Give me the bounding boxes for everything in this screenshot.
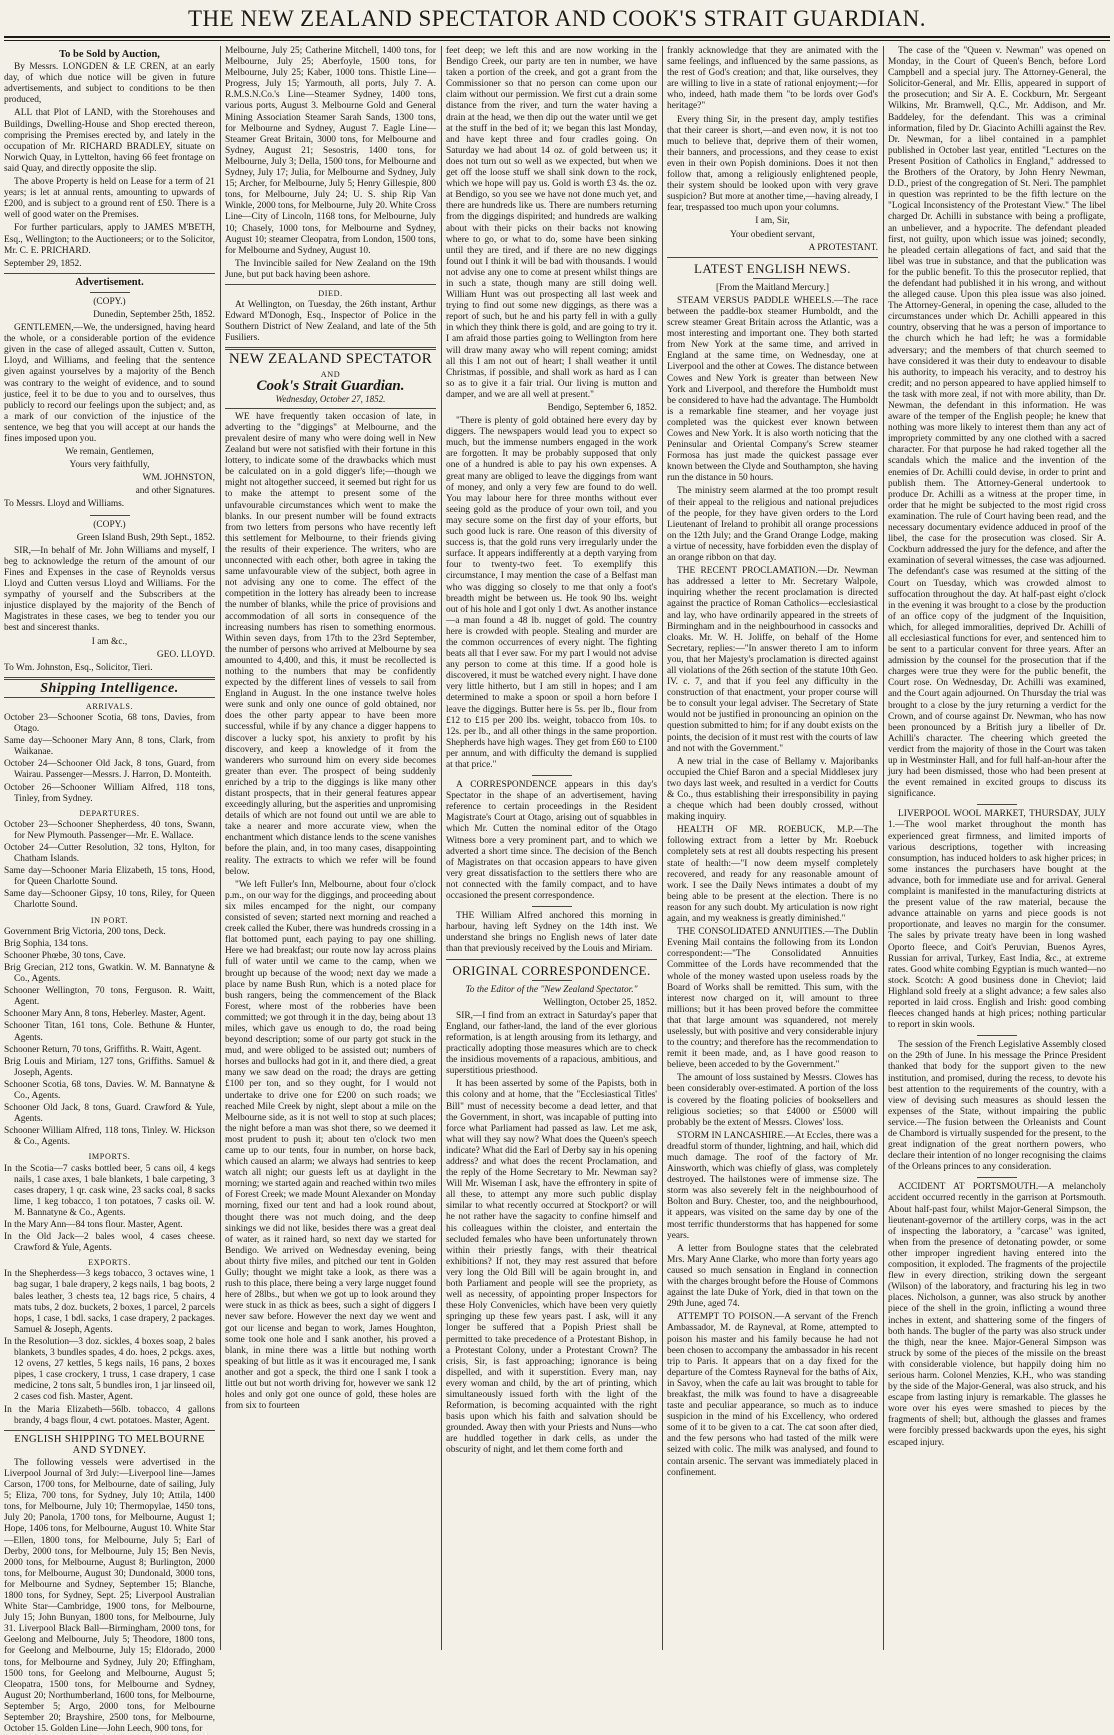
letter-extract-continued: feet deep; we left this and are now working in the Bendigo Creek, our party are ten in number, we have taken a portion of the creek, and got a grant from the Commissioner so that no person can come upon our claim without our permission. We first cut a drain some distance from the river, and turn the water having a drain at the head, we then dip out the water until we get at the stuff in the bed of it; we began this last Monday, and have kept three and four cradles going. On Saturday we had about 14 oz. of gold between us; it does not turn out so well as we expected, but when we get off the loose stuff we shall sink down to the rock, which we hope will pay us. Gold is worth £3 4s. the oz. at Bendigo, so you see we have not done much yet, and there are hundreds like us. There are numbers returning from the diggings dispirited; and hundreds are walking about with their picks on their backs not knowing where to go, or what to do, some have been sinking until they are tired, and if there are no new diggings found out I think it will be bad with thousands. I would not advise any one to come at present whilst things are in such a state, though many are still doing well. William Hunt was out prospecting all last week and trying to find out some new diggings, as there was a report of such, but he and his party fell in with a gully in which they think there is gold, and are going to try it. I am afraid those parties going to Wellington from here will draw many away who will repent coming; amidst all this I am not out of heart; I shall weather it until Christmas, if possible, and shall work as hard as I can so as to give it a fair trial. Our living is mutton and damper, and we are all well at present." — [446, 46, 657, 400]
masthead: THE NEW ZEALAND SPECTATOR AND COOK'S STRAIT GUARDIAN. — [188, 6, 926, 31]
letter-close-2: Yours very faithfully, — [69, 460, 150, 471]
in-port-entry: Schooner Wellington, 70 tons, Ferguson. R. Waitt, Agent. — [4, 986, 215, 1008]
correspondence-note: A CORRESPONDENCE appears in this day's Spectator in the shape of an advertisement, having reference to certain proceedings in the Resident Magistrate's Court at Otago, arising out of squabbles in which Mr. Cutten the nominal editor of the Otago Witness bore a very prominent part, and to which we adverted a short time since. The decision of the Bench of Magistrates on that occasion appears to have given very great dissatisfaction to the settlers there who are not connected with the family compact, and to have occasioned the present correspondence. — [446, 780, 657, 902]
departure-entry: October 24—Cutter Resolution, 32 tons, Hylton, for Chatham Islands. — [4, 843, 215, 865]
correspondence-addressee: To the Editor of the "New Zealand Spectator." — [465, 984, 638, 995]
news-source: [From the Maitland Mercury.] — [716, 282, 829, 293]
column-rule — [220, 46, 221, 1650]
divider — [4, 677, 215, 680]
masthead-rule — [4, 36, 1110, 38]
letter-signature-2: and other Signatures. — [135, 486, 215, 497]
arrival-entry: October 23—Schooner Scotia, 68 tons, Davies, from Otago. — [4, 712, 215, 735]
in-port-entry: Schooner Phœbe, 30 tons, Cave. — [4, 950, 126, 961]
divider — [4, 697, 215, 698]
letter-date: Dunedin, September 25th, 1852. — [93, 309, 215, 320]
news-annuities: THE CONSOLIDATED ANNUITIES.—The Dublin Evening Mail contains the following from its London correspondent:—"The Consolidated Annuities Committee of the Lords have recommended that the whole of the money wasted upon useless roads by the Board of Works shall be remitted. This sum, with the interest now charged on it, will amount to three millions; but it has been proved before the committee that that large amount was squandered, not merely uselessly, but with positive and very considerable injury to the country; and therefore has the recommendation to remit it been made, and, as I have good reason to believe, been acceded to by the Government." — [667, 927, 878, 1071]
letter-date: Bendigo, September 6, 1852. — [547, 403, 657, 413]
news-storm: STORM IN LANCASHIRE.—At Eccles, there was a dreadful storm of thunder, lightning, and hail, which did much damage. The roof of the factory of Mr. Ainsworth, which was chiefly of glass, was completely destroyed. The hailstones were of immense size. The storm was also severely felt in the neighbourhood of Bolton and Bury. Chester, too, and the neighbourhood, it appears, was visited on the same day by one of the most terrific thunderstorms that has happened for some years. — [667, 1130, 878, 1241]
divider — [4, 1430, 215, 1431]
in-port-entry: Brig Sophia, 134 tons. — [4, 938, 89, 949]
news-wool-market: LIVERPOOL WOOL MARKET, THURSDAY, JULY 1.—The wool market throughout the month has experienced great firmness, and limited imports of various descriptions, together with increasing consumption, has induced holders to ask higher prices; in some instances the purchasers have bought at the advance, both for immediate use and for arrival. General complaint is manifested in the manufacturing districts at the present value of the raw material, because the advance attainable on yarns and piece goods is not proportionate, and leaves no margin for the consumer. The sales by private treaty have been in long washed Oporto fleece, and Coit's Peruvian, Buenos Ayres, Russian for arrival, Turkey, East India, &c., at extreme rates. Good white combing Egyptian is much wanted—no stock. Scotch: A good business done in Cheviot; laid Highland sold freely at a slight advance; a few sales also reported in laid cross. English and Irish: good combing fleeces changed hands at high prices; nothing particular to report in skin wools. — [888, 809, 1106, 1031]
news-portsmouth-accident: ACCIDENT AT PORTSMOUTH.—A melancholy accident occurred recently in the garrison at Portsmouth. About half-past four, whilst Major-General Simpson, the lieutenant-governor of the artillery corps, was in the act of inspecting the laboratory, a "carcase" was ignited, when from the presence of detonating powder, or some other improper ingredient having entered into the composition, it exploded. The fragments of the projectile flew in every direction, striking down the sergeant (Wilson) of the laboratory, and fracturing his leg in two places. Nicholson, a gunner, was also struck by another piece of the shell in the groin, inflicting a wound three inches in extent, and shattering some of the fingers of both hands. The bugler of the party was also struck under the thigh, near the knee. Major-General Simpson was struck by some of the pieces of the missile on the breast with considerable violence, but happily doing him no serious harm. Colonel Menzies, K.H., who was standing by the side of the Major-General, was also struck, and his escape from lasting injury is remarkable. The glasses he wore over his eyes were smashed to pieces by the fragments of shell; but, although the glasses and frames were forcibly pressed backwards upon the eyes, his sight escaped injury. — [888, 1182, 1106, 1448]
divider — [977, 1177, 1017, 1178]
column-3 — [446, 46, 657, 1650]
divider — [753, 278, 793, 279]
signoff-3: A PROTESTANT. — [808, 242, 878, 253]
masthead-rule-thin — [4, 40, 1110, 41]
in-port-entry: Schooner Old Jack, 8 tons, Guard. Crawford & Yule, Agents. — [4, 1103, 215, 1125]
columns — [4, 46, 1110, 1735]
divider — [90, 515, 130, 516]
correspondence-body: SIR,—I find from an extract in Saturday's paper that England, our father-land, the land of the ever glorious reformation, is at length arousing from its lethargy, and practically adopting those measures which are to check the insidious movements of a rapacious, ambitious, and superstitious priesthood. — [446, 1010, 657, 1077]
divider — [4, 273, 215, 274]
auction-heading: To be Sold by Auction, — [59, 49, 160, 60]
melbourne-shipping-heading: ENGLISH SHIPPING TO MELBOURNE AND SYDNEY. — [14, 1433, 205, 1456]
letter-close: We remain, Gentlemen, — [65, 447, 154, 458]
departure-entry: October 23—Schooner Shepherdess, 40 tons, Swann, for New Plymouth. Passenger—Mr. E. Wallace. — [4, 819, 215, 841]
signoff-2: Your obedient servant, — [730, 229, 815, 240]
departure-entry: Same day—Schooner Gipsy, 10 tons, Riley, for Queen Charlotte Sound. — [4, 889, 215, 911]
editorial-article: WE have frequently taken occasion of late, in adverting to the "diggings" at Melbourne, and the prevalent desire of many who were doing well in New Zealand but were not satisfied with their fortune in this lottery, to indicate some of the drawbacks which must be calculated on in a gold digger's life;—though we might not altogether succeed, it seemed but right for us to make the attempt to present some of the unfavourable circumstances which went to make the blanks. In our present number will be found extracts from two letters from persons who have recently left this settlement for Melbourne, to their friends giving the results of their experience. The writers, who are unconnected with each other, both agree in taking the same unfavourable view of the subject, both agree in not advising any one to come. The effect of the competition in the lottery has already been to increase the number of blanks, while the price of provisions and accommodation of all sorts in consequence of the increasing numbers has risen to something enormous. Within seven days, from 17th to the 23rd September, the number of persons who arrived at Melbourne by sea amounted to 4,400, and this, it must be recollected is nothing to the numbers that may be confidently expected by the different lines of vessels to sail from England in August. In the one instance twelve holes were sunk and only one ounce of gold obtained, nor does the other party appear to have been more successful, while if by any chance a digger happens to discover a lucky spot, his anxiety to profit by his discovery, and keep a knowledge of it from the wanderers who surround him on every side becomes greater than ever. The prospect of being suddenly enriched by a trip to the diggings is like many other distant prospects, that in their general features appear exceedingly alluring, but the asperities and unpromising details of which are not found out until we are able to take a nearer and more accurate view, when the enchantment which distance lends to the scene vanishes before the plain, and, in too many cases, disappointing reality. The extracts to which we refer will be found below. — [225, 411, 436, 877]
divider — [225, 347, 436, 350]
departure-entry: Same day—Schooner Maria Elizabeth, 15 tons, Hood, for Queen Charlotte Sound. — [4, 866, 215, 888]
imports-heading: IMPORTS. — [88, 1152, 131, 1162]
signoff: I am, Sir, — [755, 216, 790, 227]
latest-news-heading: LATEST ENGLISH NEWS. — [694, 260, 851, 276]
auction-date: September 29, 1852. — [4, 258, 82, 269]
in-port-entry: Schooner Titan, 161 tons, Cole. Bethune & Hunter, Agents. — [4, 1021, 215, 1043]
paper-title: NEW ZEALAND SPECTATOR — [228, 351, 433, 368]
in-port-list — [4, 927, 215, 1149]
letter-extract: "We left Fuller's Inn, Melbourne, about four o'clock p.m., on our way for the diggings, and proceeding about six miles encamped for the night, our company consisted of seven; started next morning and reached a creek called the Kuber, there was hundreds crossing in a flat bottomed punt, each paying to pay one shilling. Here we had breakfast; our route now lay across plains full of water until we came to the camp, when we brought up because of the wood; next day we made a place by name Bush Run, which is a noted place for bush rangers, being the commencement of the Black Forest, where most of the robberies have been committed; we got through it in the day, being about 13 miles, which gave us enough to do, the road being beyond description; some of our party got stuck in the mud, and were obliged to be assisted out; numbers of horses and bullocks had got in it, and there died, a great many we saw dead on the road; the drays are getting £100 per ton, and so they ought, for I would not undertake to drive one for £200 on such roads; we reached Mile Creek by night, slept about a mile on the Melbourne side, as it is not well to stop at such places; the night before a man was shot there, so we deemed it most prudent to push it; about ten o'clock two men came up to our tents, four in number, on horse back, which caused an alarm; we always had sentries to keep watch all night; our guests left us at daylight in the morning; we started again and reached within two miles of Forest Creek; we made Mount Alexander on Monday morning, fixed our tent and had a look round about, thought there was not much doing, and the deep sinkings we did not like, besides there was a great deal of water, as it rained hard, so next day we started for Bendigo. We arrived on Wednesday evening, being about thirty five miles, and pitched our tent in Golden Gully; thought we might take a look, as there was a rush to this place, there being a very large nugget found here of 28lbs., but when we got up to look around they were stuck in as thick as bees, such a sight of diggers I never saw before. However the next day we went and got our license and began to work, James Houghton, some took one hole and I sank another, his proved a blank, in mine there was a little but nothing worth speaking of but little as it was it encouraged me, I sank another and got a speck, the third one I sank I took a little out but not worth driving for, however we sank 12 holes and only got one ounce of gold, these holes are from six to fourteen — [225, 879, 437, 1412]
letter-body: GENTLEMEN,—We, the undersigned, having heard the whole, or a considerable portion of the evidence given in the case of alleged assault, Cutten v. Sutton, Lloyd, and Williams, and feeling that the sentence given against yourselves by a majority of the Bench was contrary to the weight of evidence, and to sound justice, feel it to be due to you and to ourselves, thus publicly to record our feelings upon the subject; and, as a mark of our conviction of the injustice of the sentence, we beg that you will accept at our hands the fines imposed upon you. — [4, 323, 215, 444]
melbourne-shipping-continued: Melbourne, July 25; Catherine Mitchell, 1400 tons, for Melbourne, July 25; Aberfoyle, 1500 tons, for Melbourne, July 25; Kaber, 1000 tons. Thistle Line—Progress, July 15; Yarmouth, all ports, July 7. A. R.M.S.N.Co.'s Line—Steamer Sydney, 1400 tons, various ports, August 3. Melbourne Gold and General Mining Association Steamer Sarah Sands, 1300 tons, for Melbourne and Sydney, August 7. Eagle Line—Steamer Great Britain, 3000 tons, for Melbourne and Sydney, August 21; Sesostris, 1400 tons, for Melbourne, July 3; Della, 1500 tons, for Melbourne and Sydney, July 17; Julia, for Melbourne and Sydney, July 15; Archer, for Melbourne, July 5; Henry Gillespie, 800 tons, for Melbourne, July 24; U. S. ship Rip Van Winkle, 2000 tons, for Melbourne, July 20. White Cross Line—City of Lincoln, 1168 tons, for Melbourne, July 10; Chasely, 1000 tons, for Melbourne and Sydney, August 10; steamer Cleopatra, from London, 1500 tons, for Melbourne and Sydney, August 10. — [225, 46, 436, 256]
in-port-entry: Government Brig Victoria, 200 tons, Deck. — [4, 926, 166, 937]
divider — [532, 980, 572, 981]
column-rule — [883, 46, 884, 1650]
departures-heading: DEPARTURES. — [79, 808, 140, 818]
divider — [532, 906, 572, 907]
divider — [446, 959, 657, 960]
auction-body-2: The above Property is held on Lease for a term of 21 years; is let at annual rents, amounting to upwards of £200, and is subject to a ground rent of £50. There is a well of good water on the Premises. — [4, 177, 215, 221]
auction-body-3: For further particulars, apply to JAMES M'BETH, Esq., Wellington; to the Auctioneers; or to the Solicitor, Mr. C. E. PRICHARD. — [4, 223, 215, 256]
in-port-heading: IN PORT. — [90, 915, 129, 925]
died-heading: DIED. — [318, 288, 343, 298]
arrivals-heading: ARRIVALS. — [85, 701, 134, 711]
column-1 — [4, 46, 215, 1735]
bendigo-letter: "There is plenty of gold obtained here every day by diggers. The newspapers would lead you to expect so much, but the immense numbers engaged in the work are forgotten. It may be probably supposed that only one of a hundred is able to pay his own expenses. A great many are obliged to leave the diggings from want of money, and only a very few are found to do well. You may labour here for three months without ever seeing gold as the produce of your own toil, and you may secure some on the first day of your efforts, but such good luck is rare. One reason of this diversity of success is, that the gold runs very irregularly under the surface. It appears indifferently at a depth varying from four to twenty-two feet. To exemplify this circumstance, I may mention the case of a Belfast man who was digging so closely to me that only a foot's breadth might be between us. He took 90 lbs. weight out of his hole and I got only 1 dwt. As another instance—a man found a 48 lb. nugget of gold. The country here is crowded with people. Stealing and murder are the common occurrences of every night. The fighting beats all that I ever saw. For my part I would not advise any person to come at this time. If a good hole is discovered, it must be watched every night. I have done very little hitherto, but I am still in hopes; and I am determined to make a spoon or spoil a horn before I leave the diggings. Butter here is 5s. per lb., flour from £12 to £15 per 200 lbs. weight, tobacco from 10s. to 12s. per lb., and all other things in the same proportion. Shepherds have high wages. They get from £60 to £100 per annum, and with difficulty the demand is supplied at that price." — [446, 416, 657, 770]
in-port-entry: Schooner William Alfred, 118 tons, Tinley. W. Hickson & Co., Agents. — [4, 1126, 215, 1148]
column-5 — [888, 46, 1106, 1650]
news-french-assembly: The session of the French Legislative Assembly closed on the 29th of June. In his message the Prince President thanked that body for the support given to the new institution, and promised, during the recess, to devote his best attention to the requirements of the country, with a view of devising such measures as should lessen the expenses of the State, without impairing the public service.—The fusion between the Orleanists and Count de Chambord is virtually suspended for the present, to the great indignation of the great northern powers, who declare their intention of no longer recognising the claims of the Orleans princes to any consideration. — [888, 1040, 1106, 1173]
advertisement-heading: Advertisement. — [75, 276, 144, 288]
issue-date: Wednesday, October 27, 1852. — [275, 393, 386, 404]
news-boulogne: A letter from Boulogne states that the celebrated Mrs. Mary Anne Clarke, who more than forty years ago caused so much sensation in England in connection with the charges brought before the House of Commons against the late Duke of York, died in that town on the 29th June, aged 74. — [667, 1243, 878, 1310]
news-ministry: The ministry seem alarmed at the too prompt result of their appeal to the religious and national prejudices of the people, for they have given orders to the Lord Lieutenant of Ireland to prohibit all orange processions on the 12th July; and the Grand Orange Lodge, making a virtue of necessity, have forbidden even the display of an orange ribbon on that day. — [667, 486, 878, 564]
arrival-entry: October 24—Schooner Old Jack, 8 tons, Guard, from Wairau. Passenger—Messrs. J. Harron, D. Monteith. — [4, 759, 215, 781]
departures-list — [4, 820, 215, 912]
arrivals-list — [4, 713, 215, 805]
correspondence-body-2: It has been asserted by some of the Papists, both in this colony and at home, that the "Ecclesiastical Titles' Bill" must of necessity become a dead letter, and that the Government, in short, was incapable of putting into force what Parliament had passed as law. Let me ask, what will they say now? What does the Queen's speech indicate? What did the Earl of Derby say in his opening address? and what does the recent Proclamation, and the reply of the Home Secretary to Mr. Newman say? Will Mr. Wiseman I ask, have the effrontery in spite of all these, to attempt any more such public display similar to what recently occurred at Stockport? or will he not rather have the sagacity to confine himself and his colleagues within the cloister, and entertain the secluded females who have been unfortunately thrown within their priestly fangs, with their theatrical exhibitions? If not, they may rest assured that before very long the Old Bill will be again brought in, and both Parliament and people will see the propriety, as well as necessity, of appointing proper Inspectors for these Holy Convenicles, which have been very quietly springing up these few years past. I ask, will it any longer be suffered that a Popish Priest shall be permitted to take precedence of a Protestant Bishop, in a Protestant Colony, under a Protestant Crown? The crisis, Sir, is fast approaching; ignorance is being dispelled, and with it superstition. Every man, nay every woman and child, by the art of printing, which simultaneously issued forth with the light of the Reformation, is becoming acquainted with the right basis upon which his faith and salvation should be grounded. Away then with your Priests and Nuns—who are huddled together in dark cells, as under the obscurity of night, and let them come forth and — [446, 1079, 657, 1456]
in-port-entry: Schooner Scotia, 68 tons, Davies. W. M. Bannatyne & Co., Agents. — [4, 1079, 215, 1101]
divider — [977, 804, 1017, 805]
exports-heading: EXPORTS. — [88, 1258, 131, 1268]
divider — [667, 257, 878, 258]
exports-list — [4, 1269, 215, 1426]
arrival-entry: Same day—Schooner Mary Ann, 8 tons, Clark, from Waikanae. — [4, 736, 215, 758]
imports-list — [4, 1164, 215, 1255]
in-port-entry: Brig Louis and Miriam, 127 tons, Griffiths. Samuel & Joseph, Agents. — [4, 1056, 215, 1078]
arrival-entry: October 26—Schooner William Alfred, 118 tons, Tinley, from Sydney. — [4, 782, 215, 804]
copy-label: (COPY.) — [93, 519, 126, 530]
divider — [90, 292, 130, 293]
paper-subtitle: Cook's Strait Guardian. — [256, 377, 405, 394]
letter-signature: WM. JOHNSTON, — [142, 473, 215, 484]
news-clowes: The amount of loss sustained by Messrs. Clowes has been considerably over-estimated. A portion of the loss is covered by the floating policies of booksellers and religious societies; so that £4000 or £5000 will probably be the extent of Messrs. Clowes' loss. — [667, 1073, 878, 1128]
letter-addressee: To Messrs. Lloyd and Williams. — [4, 499, 125, 510]
auction-body: ALL that Plot of LAND, with the Storehouses and Buildings, Dwelling-House and Shop erected thereon, comprising the Premises erected by, and lately in the occupation of Mr. RICHARD BRADLEY, situate on Norwich Quay, in Lyttelton, having 66 feet frontage on said Quay, and directly opposite the slip. — [4, 108, 215, 174]
export-entry: In the Shepherdess—3 kegs tobacco, 3 octaves wine, 1 bag sugar, 1 bale drapery, 2 kegs nails, 1 bag boots, 2 bales leather, 3 chests tea, 12 bags rice, 5 chairs, 4 mats tubs, 2 doz. buckets, 2 boxes, 1 parcel, 2 parcels hops, 1 case, 1 bdl. sacks, 1 case drapery, 2 packages. Samuel & Joseph, Agents. — [4, 1269, 215, 1335]
news-poison: ATTEMPT TO POISON.—A servant of the French Ambassador, M. de Rayneval, at Rome, attempted to poison his master and his family because he had not been chosen to accompany the ambassador in his recent trip to Paris. It appears that on a day fixed for the departure of the Comtess Rayneval for the baths of Aix, in Savoy, when the cafe au lait was brought to table for breakfast, the milk was found to have a disagreeable taste and peculiar appearance, so much as to induce suspicion in the mind of his Excellency, who ordered some of it to be given to a cat. The cat soon after died, and the few persons who had tasted of the milk were seized with colic. The milk was analysed, and found to contain arsenic. The servant was immediately placed in confinement. — [667, 1312, 878, 1478]
import-entry: In the Scotia—7 casks bottled beer, 5 cans oil, 4 kegs nails, 1 case axes, 1 bale blankets, 1 bale carpeting, 3 cases drapery, 1 qr. cask wine, 23 sacks coal, 8 sacks lime, 1 keg tobacco, 1 ton potatoes, 7 casks oil. W. M. Bannatyne & Co., Agents. — [4, 1163, 215, 1218]
divider — [532, 775, 572, 776]
in-port-entry: Brig Grecian, 212 tons, Gwatkin. W. M. Bannatyne & Co., Agents. — [4, 962, 215, 985]
export-entry: In the Maria Elizabeth—56lb. tobacco, 4 gallons brandy, 4 bags flour, 4 cwt. potatoes. Master, Agent. — [4, 1404, 215, 1426]
divider — [225, 284, 436, 285]
news-proclamation: THE RECENT PROCLAMATION.—Dr. Newman has addressed a letter to Mr. Secretary Walpole, inquiring whether the recent proclamation is directed against the practice of Roman Catholics—ecclesiastical and lay, who have ordinarily appeared in the streets of Birmingham and in the neighbourhood in cassocks and cloaks. Mr. W. H. Joliffe, on behalf of the Home Secretary, replies:—"In answer thereto I am to inform you, that her Majesty's proclamation is directed against all violations of the 26th section of the statute 10th Geo. IV. c. 7, and that if you feel any difficulty in the construction of that enactment, your proper course will be to consult your legal adviser. The Secretary of State would not be justified in pronouncing an opinion on the question submitted to him; for if any doubt exists on the points, the decision of it must rest with the courts of law and not with the Government." — [667, 566, 878, 754]
william-alfred-note: THE William Alfred anchored this morning in harbour, having left Sydney on the 14th inst. We understand she brings no English news of later date than that previously received by the Louis and Miriam. — [446, 911, 657, 955]
invincible-note: The Invincible sailed for New Zealand on the 19th June, but put back having been ashore. — [225, 258, 436, 280]
column-2 — [225, 46, 436, 1650]
died-notice: At Wellington, on Tuesday, the 26th instant, Arthur Edward M'Donogh, Esq., Inspector of Police in the Southern District of New Zealand, and late of the 5th Fusiliers. — [225, 300, 436, 344]
copy-label: (COPY.) — [93, 296, 126, 307]
import-entry: In the Mary Ann—84 tons flour. Master, Agent. — [4, 1220, 183, 1230]
correspondence-continued-2: Every thing Sir, in the present day, amply testifies that their career is short,—and even now, it is not too much to believe that, deprive them of their women, their banners, and processions, and they cease to exist even in their own Popish dominions. Does it not then follow that, among a religiously enlightened people, their system should be looked upon with very grave suspicion? But more at another time,—having already, I fear, trespassed too much upon your columns. — [667, 114, 878, 214]
column-rule — [441, 46, 442, 1650]
column-4 — [667, 46, 878, 1650]
column-rule — [662, 46, 663, 1650]
letter-close: I am &c., — [91, 636, 128, 647]
shipping-heading: Shipping Intelligence. — [40, 680, 179, 696]
original-correspondence-heading: ORIGINAL CORRESPONDENCE. — [452, 962, 651, 978]
melbourne-shipping-body: The following vessels were advertised in the Liverpool Journal of 3rd July:—Liverpool line—James Carson, 1700 tons, for Melbourne, date of sailing, July 5; Eliza, 700 tons, for Sydney, July 10; Attila, 1400 tons, for Melbourne, July 10; Thermopylae, 1450 tons, July 20; Panola, 1700 tons, for Melbourne, August 1; Hope, 1406 tons, for Melbourne, August 10. White Star—Ellen, 1800 tons, for Melbourne, July 5; Earl of Derby, 2000 tons, for Melbourne, July 15; Ben Nevis, 2000 tons, for Melbourne, August 8; Burlington, 2000 tons, for Melbourne, August 30; Dundonald, 3000 tons, for Melbourne and Sydney, September 15; Blanche, 1800 tons, for Sydney, Sept. 25; Liverpool Australian White Star—Cambridge, 1900 tons, for Melbourne, July 15; John Bunyan, 1800 tons, for Melbourne, July 31. Liverpool Black Ball—Birmingham, 2000 tons, for Geelong and Melbourne, July 5; Theodore, 1800 tons, for Geelong and Melbourne, July 15; Eldorado, 2000 tons, for Melbourne and Sydney, July 20; Effingham, 1500 tons, for Geelong and Melbourne, August 5; Cleopatra, 1500 tons, for Melbourne and Sydney, August 20; Northumberland, 1600 tons, for Melbourne, September 5; Argo, 2000 tons, for Melbourne September 20; Brayshire, 2500 tons, for Melbourne, October 15. Golden Line—John Leech, 900 tons, for — [4, 1457, 215, 1735]
export-entry: In the Resolution—3 doz. sickles, 4 boxes soap, 2 bales blankets, 3 bundles spades, 4 do. hoes, 2 pckgs. axes, 12 ovens, 27 kettles, 5 kegs nails, 16 pans, 2 boxes pipes, 1 case crockery, 1 truss, 1 case drapery, 1 case medicine, 2 tons salt, 5 bundles iron, 1 jar linseed oil, 2 cases cod fish. Master, Agent. — [4, 1336, 215, 1403]
divider — [225, 408, 436, 409]
news-roebuck: HEALTH OF MR. ROEBUCK, M.P.—The following extract from a letter by Mr. Roebuck completely sets at rest all doubts respecting his present state of health:—"I now deem myself completely recovered, and ready for any reasonable amount of work. I see the Daily News intimates a doubt of my being able to be present at the election. There is no reason for any such doubt. My articulation is now right again, and my weakness is greatly diminished." — [667, 825, 878, 925]
news-newman-trial: The case of the "Queen v. Newman" was opened on Monday, in the Court of Queen's Bench, before Lord Campbell and a special jury. The Attorney-General, the Solicitor-General, and Mr. Ellis, appeared in support of the prosecution; and Sir A. E. Cockburn, Mr. Sergeant Wilkins, Mr. Bramwell, Q.C., Mr. Addison, and Mr. Baddeley, for the defendant. This was a criminal information, filed by Dr. Giacinto Achilli against the Rev. Dr. Newman, for a libel contained in a pamphlet published in October last year, entitled "Lectures on the Present Position of Catholics in England," addressed to the Brothers of the Oratory, by John Henry Newman, D.D., priest of the congregation of St. Neri. The pamphlet in question was reprinted to be the fifth lecture on the "Logical Inconsistency of the Protestant View." The libel charged Dr. Achilli in substance with being a profligate, an unbeliever, and a hypocrite. The defendant pleaded first, not guilty, upon which issue was joined; secondly, he pleaded certain allegations of fact, and said that the libel was true in substance, and that the publication was for the public benefit. To this the prosecutor replied, that the defendant had published it in his wrong, and without the alleged cause. Upon this plea issue was also joined. The Attorney-General, in opening the case, alluded to the circumstances under which Dr. Achilli appeared in this country, observing that he was a person of importance to the church which he had left; he was a formidable adversary; and the members of that church seemed to have considered it was their duty to endeavour to disable his authority, to impeach his veracity, and to destroy his credit; and no person appeared to have applied himself to the task with more zeal, if not with more ability, than Dr. Newman, the defendant in this information. He was aware of the temper of the English people; he knew that nothing was more likely to interest them than any act of impropriety committed by any one clothed with a sacred character. For that purpose he had raked together all the scandals which the malice and the invention of the enemies of Dr. Achilli could devise, in order to print and publish them. The Attorney-General undertook to produce Dr. Achilli as a witness at the proper time, in order that he might be subjected to the most rigid cross examination. The rule of Court having been read, and the necessary documentary evidence adduced in proof of the libel, the case for the prosecution was closed. Sir A. Cockburn addressed the jury for the defence, and after the examination of several witnesses, the case was adjourned. The defendant's case was resumed at the sitting of the Court on Tuesday, which was crowded almost to suffocation throughout the day. At half-past eight o'clock in the evening it was brought to a close by the production of an office copy of the judgment of the Inquisition, which, for alleged immoralities, deprived Dr. Achilli of all ecclesiastical functions for ever, and sentenced him to be sent to a particular convent for three years. After an admission by the counsel for the prosecution that if the charges were true they were for the public benefit, the Court rose. On Wednesday, Dr. Achilli was examined, and the Court again adjourned. On Thursday the trial was brought to a close by the jury returning a verdict for the Crown, and of course against Dr. Newman, who has now been pronounced by a British jury a libeller of Dr. Achilli's character. The cheering which greeted the verdict from the majority of those in the Court was taken up in Westminster Hall, and for full half-an-hour after the jury had been dismissed, those who had been present at the event remained in excited groups to discuss its significance. — [888, 46, 1106, 800]
in-port-entry: Schooner Mary Ann, 8 tons, Heberley. Master, Agent. — [4, 1009, 206, 1020]
auction-intro: By Messrs. LONGDEN & LE CREN, at an early day, of which due notice will be given in future advertisements, and subject to conditions to be then produced, — [4, 62, 215, 106]
divider — [977, 1035, 1017, 1036]
news-steam: STEAM VERSUS PADDLE WHEELS.—The race between the paddle-box steamer Humboldt, and the screw steamer Great Britain across the Atlantic, was a most interesting and important one. They both started from New York at the same time, and arrived in England at the same time, on Wednesday, one at Liverpool and the other at Cowes. The distance between Cowes and New York is greater than between New York and Liverpool, and therefore the Humboldt must be considered to have had the advantage. The Humboldt is a remarkable fine steamer, and her voyage just completed was the quickest ever known between Cowes and New York. It is also worth noticing that the Peninsular and Oriental Company's Screw steamer Formosa has just made the quickest passage ever known between the Clyde and Southampton, she having run the distance in 50 hours. — [667, 295, 878, 484]
letter-date: Green Island Bush, 29th Sept., 1852. — [76, 532, 215, 543]
in-port-entry: Schooner Return, 70 tons, Griffiths. R. Waitt, Agent. — [4, 1044, 202, 1055]
letter-addressee: To Wm. Johnston, Esq., Solicitor, Tieri. — [4, 662, 153, 673]
letter-signature: GEO. LLOYD. — [156, 649, 215, 660]
import-entry: In the Old Jack—2 bales wool, 4 cases cheese. Crawford & Yule, Agents. — [4, 1232, 215, 1254]
letter-body: SIR,—In behalf of Mr. John Williams and myself, I beg to acknowledge the return of the amount of our Fines and Expenses in the case of Reynolds versus Lloyd and Cutten versus Lloyd and Williams. For the sympathy of yourself and the Subscribers at the injustice displayed by the majority of the Bench of Magistrates in these cases, we beg to tender you our best and sincerest thanks. — [4, 545, 215, 634]
correspondence-continued: frankly acknowledge that they are animated with the same feelings, and influenced by the same passions, as the rest of God's creation; and that, like ourselves, they are willing to live in a state of rational enjoyment;—for who, indeed, hath made them "to be lords over God's heritage?" — [667, 46, 878, 112]
news-bellamy: A new trial in the case of Bellamy v. Majoribanks occupied the Chief Baron and a special Middlesex jury two days last week, and resulted in a verdict for Coutts & Co., thus establishing their irresponsibility in paying a cheque which had been doubly crossed, without making inquiry. — [667, 756, 878, 823]
correspondence-date: Wellington, October 25, 1852. — [543, 997, 657, 1008]
paper-and: AND — [320, 369, 341, 379]
